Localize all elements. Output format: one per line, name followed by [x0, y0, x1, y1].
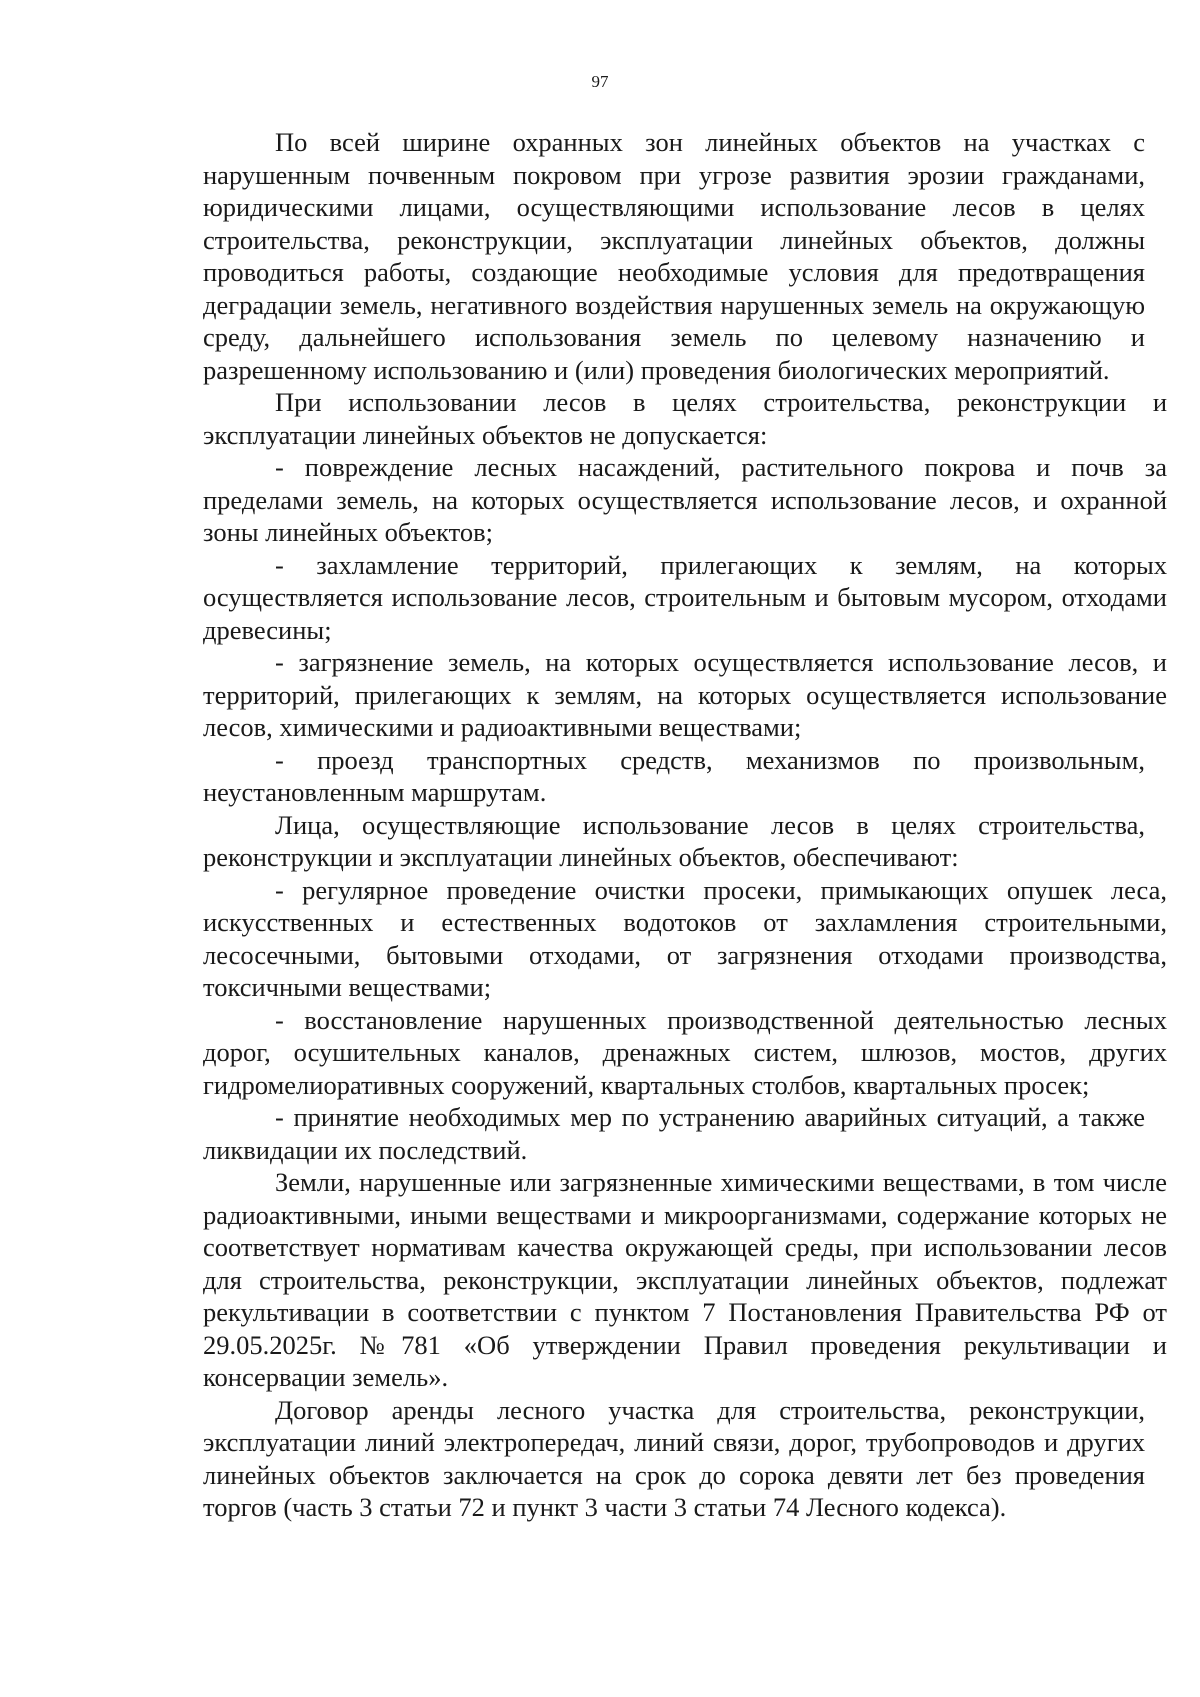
list-item-damage: - повреждение лесных насаждений, растительного покрова и почв за пределами земель, на которых осуществляется использование лесов, и охранной зоны линейных объектов;	[203, 452, 1167, 547]
paragraph-prohibited-intro: При использовании лесов в целях строительства, реконструкции и эксплуатации линейных объектов не допускается:	[203, 387, 1167, 450]
list-item-vehicle-passage: - проезд транспортных средств, механизмов по произвольным, неустановленным маршрутам.	[203, 744, 1145, 807]
page-number: 97	[591, 72, 609, 91]
paragraph-lease-agreement: Договор аренды лесного участка для строительства, реконструкции, эксплуатации линий электропередач, линий связи, дорог, трубопроводов и других линейных объектов заключается на срок до сорока девяти лет без проведения торгов (часть 3 статьи 72 и пункт 3 части 3 статьи 74 Лесного кодекса).	[203, 1394, 1145, 1522]
list-item-clearing: - регулярное проведение очистки просеки, примыкающих опушек леса, искусственных и естественных водотоков от захламления строительными, лесосечными, бытовыми отходами, от загрязнения отходами производства, токсичными веществами;	[203, 874, 1167, 1002]
list-item-restoration: - восстановление нарушенных производственной деятельностью лесных дорог, осушительных каналов, дренажных систем, шлюзов, мостов, других гидромелиоративных сооружений, квартальных столбов, квартальных просек;	[203, 1004, 1167, 1100]
list-item-pollution: - загрязнение земель, на которых осуществляется использование лесов, и территорий, прилегающих к землям, на которых осуществляется использование лесов, химическими и радиоактивными веществами;	[203, 647, 1167, 742]
paragraph-recultivation: Земли, нарушенные или загрязненные химическими веществами, в том числе радиоактивными, иными веществами и микроорганизмами, содержание которых не соответствует нормативам качества окружающей среды, при использовании лесов для строительства, реконструкции, эксплуатации линейных объектов, подлежат рекультивации в соответствии с пунктом 7 Постановления Правительства РФ от 29.05.2025г. №781 «Об утверждении Правил проведения рекультивации и консервации земель».	[203, 1167, 1167, 1392]
document-body	[203, 126, 1167, 1524]
paragraph-erosion-works: По всей ширине охранных зон линейных объектов на участках с нарушенным почвенным покровом при угрозе развития эрозии гражданами, юридическими лицами, осуществляющими использование лесов в целях строительства, реконструкции, эксплуатации линейных объектов, должны проводиться работы, создающие необходимые условия для предотвращения деградации земель, негативного воздействия нарушенных земель на окружающую среду, дальнейшего использования земель по целевому назначению и разрешенному использованию и (или) проведения биологических мероприятий.	[203, 127, 1145, 385]
paragraph-obligations-intro: Лица, осуществляющие использование лесов в целях строительства, реконструкции и эксплуатации линейных объектов, обеспечивают:	[203, 809, 1145, 872]
list-item-emergency: - принятие необходимых мер по устранению аварийных ситуаций, а также ликвидации их последствий.	[203, 1102, 1145, 1165]
list-item-littering: - захламление территорий, прилегающих к землям, на которых осуществляется использование лесов, строительным и бытовым мусором, отходами древесины;	[203, 549, 1167, 645]
